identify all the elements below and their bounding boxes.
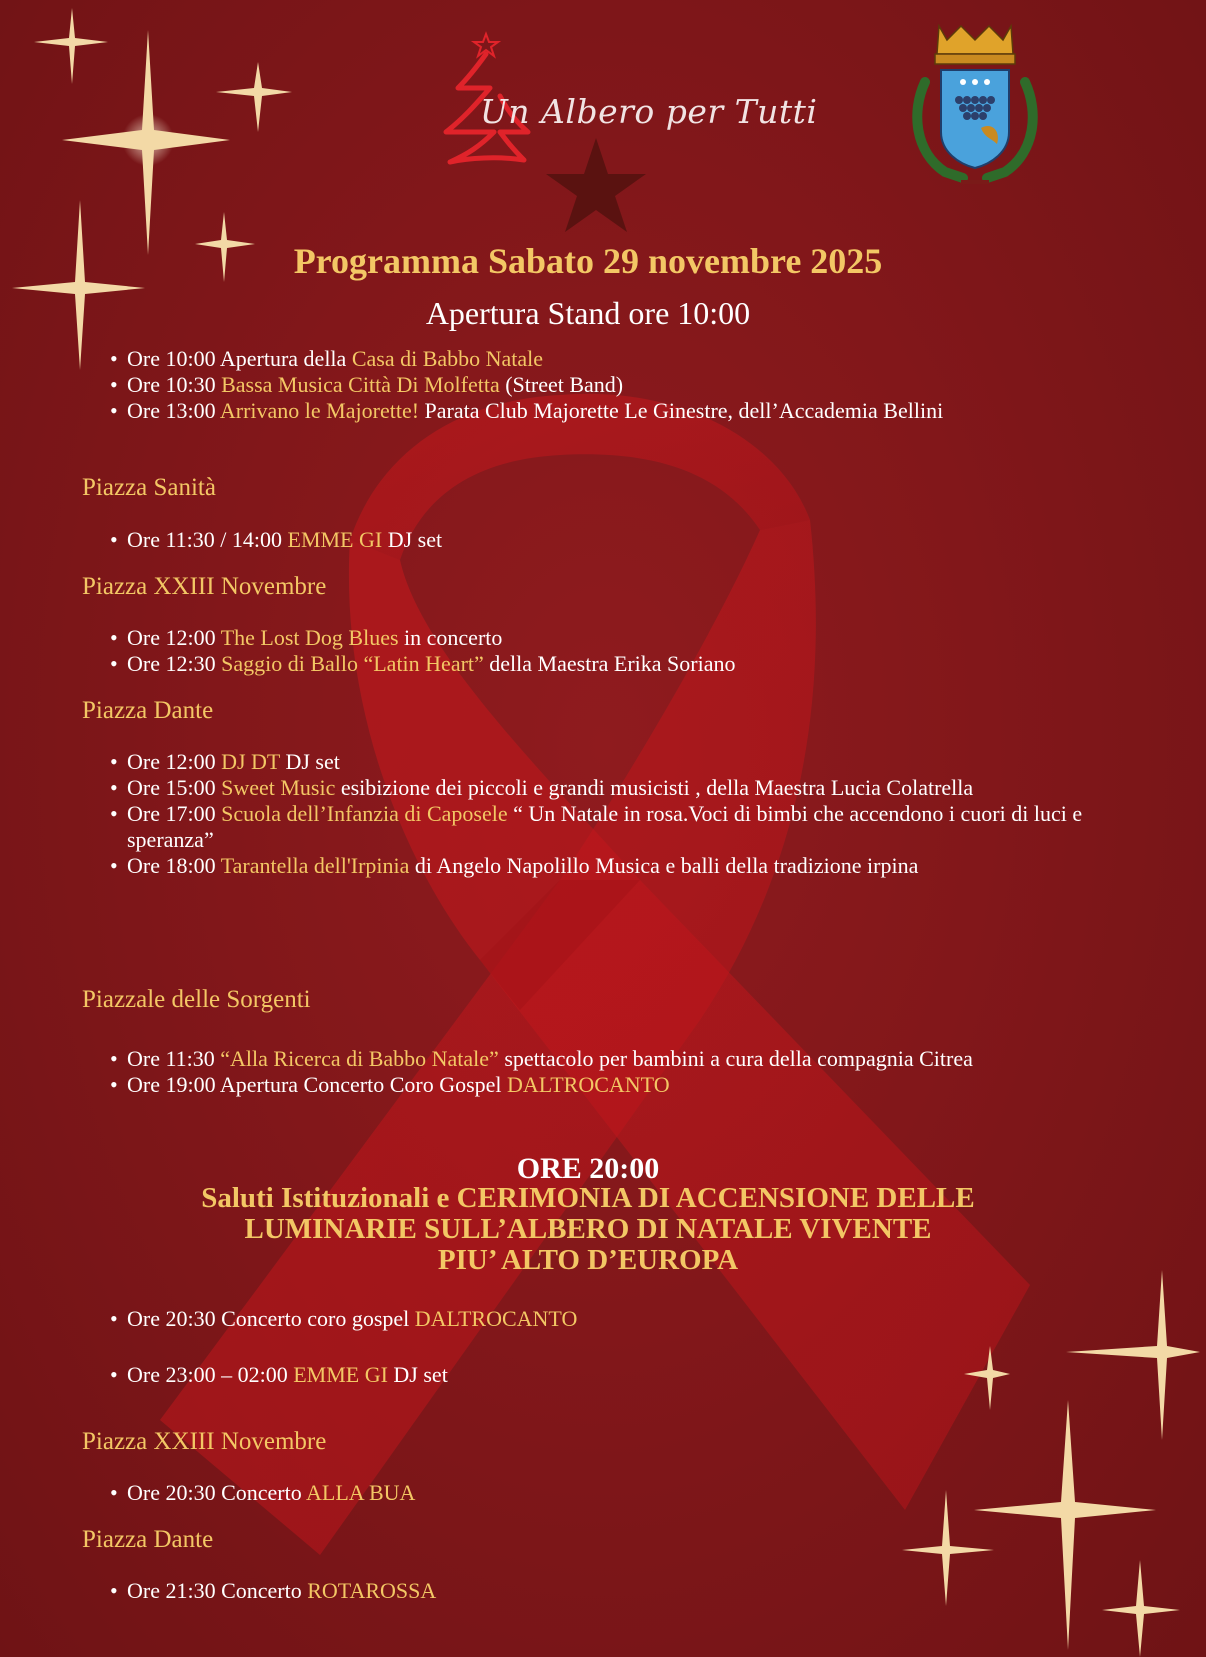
section-list (110, 1578, 1120, 1604)
list-item: • Ore 10:30 Bassa Musica Città Di Molfetta (Street Band) (110, 372, 1120, 398)
ceremony-line: PIU’ ALTO D’EUROPA (437, 1244, 739, 1276)
list-item: • Ore 20:30 Concerto coro gospel DALTROCANTO (110, 1306, 1120, 1332)
list-item: • Ore 12:30 Saggio di Ballo “Latin Heart” della Maestra Erika Soriano (110, 651, 1120, 677)
list-item: • Ore 20:30 Concerto ALLA BUA (110, 1480, 1120, 1506)
section-list (110, 527, 1120, 553)
list-item: • Ore 19:00 Apertura Concerto Coro Gospel DALTROCANTO (110, 1072, 1120, 1098)
opening-subtitle: Apertura Stand ore 10:00 (425, 295, 751, 331)
opening-list (110, 346, 1120, 424)
section-heading: Piazza Sanità (82, 474, 216, 501)
evening-list (110, 1306, 1120, 1332)
section-list (110, 1480, 1120, 1506)
section-heading: Piazza XXIII Novembre (82, 573, 327, 600)
evening-list (110, 1362, 1120, 1388)
section-list (110, 749, 1120, 879)
list-item: • Ore 13:00 Arrivano le Majorette! Parata Club Majorette Le Ginestre, dell’Accademia Bellini (110, 398, 1120, 424)
section-heading: Piazza Dante (82, 697, 214, 724)
section-heading: Piazzale delle Sorgenti (82, 986, 311, 1013)
list-item: • Ore 17:00 Scuola dell’Infanzia di Caposele “ Un Natale in rosa.Voci di bimbi che accendono i cuori di luci e speranza” (110, 801, 1120, 853)
list-item: • Ore 15:00 Sweet Music esibizione dei piccoli e grandi musicisti , della Maestra Lucia Colatrella (110, 775, 1120, 801)
list-item: • Ore 11:30 “Alla Ricerca di Babbo Natale” spettacolo per bambini a cura della compagnia Citrea (110, 1046, 1120, 1072)
list-item: • Ore 12:00 DJ DT DJ set (110, 749, 1120, 775)
list-item: • Ore 23:00 – 02:00 EMME GI DJ set (110, 1362, 1120, 1388)
ceremony-title (0, 1183, 1176, 1276)
section-heading: Piazza XXIII Novembre (82, 1428, 327, 1455)
list-item: • Ore 21:30 Concerto ROTAROSSA (110, 1578, 1120, 1604)
list-item: • Ore 11:30 / 14:00 EMME GI DJ set (110, 527, 1120, 553)
municipal-crest-icon (905, 22, 1045, 192)
ceremony-time: ORE 20:00 (516, 1152, 660, 1185)
page-title: Programma Sabato 29 novembre 2025 (293, 241, 883, 281)
section-heading: Piazza Dante (82, 1526, 214, 1553)
logo-wordmark: Un Albero per Tutti (480, 92, 818, 131)
ceremony-line: LUMINARIE SULL’ALBERO DI NATALE VIVENTE (244, 1213, 932, 1245)
list-item: • Ore 12:00 The Lost Dog Blues in concerto (110, 625, 1120, 651)
list-item: • Ore 10:00 Apertura della Casa di Babbo Natale (110, 346, 1120, 372)
ceremony-line: Saluti Istituzionali e CERIMONIA DI ACCENSIONE DELLE (201, 1182, 975, 1214)
section-list (110, 1046, 1120, 1098)
list-item: • Ore 18:00 Tarantella dell'Irpinia di Angelo Napolillo Musica e balli della tradizione irpina (110, 853, 1120, 879)
section-list (110, 625, 1120, 677)
